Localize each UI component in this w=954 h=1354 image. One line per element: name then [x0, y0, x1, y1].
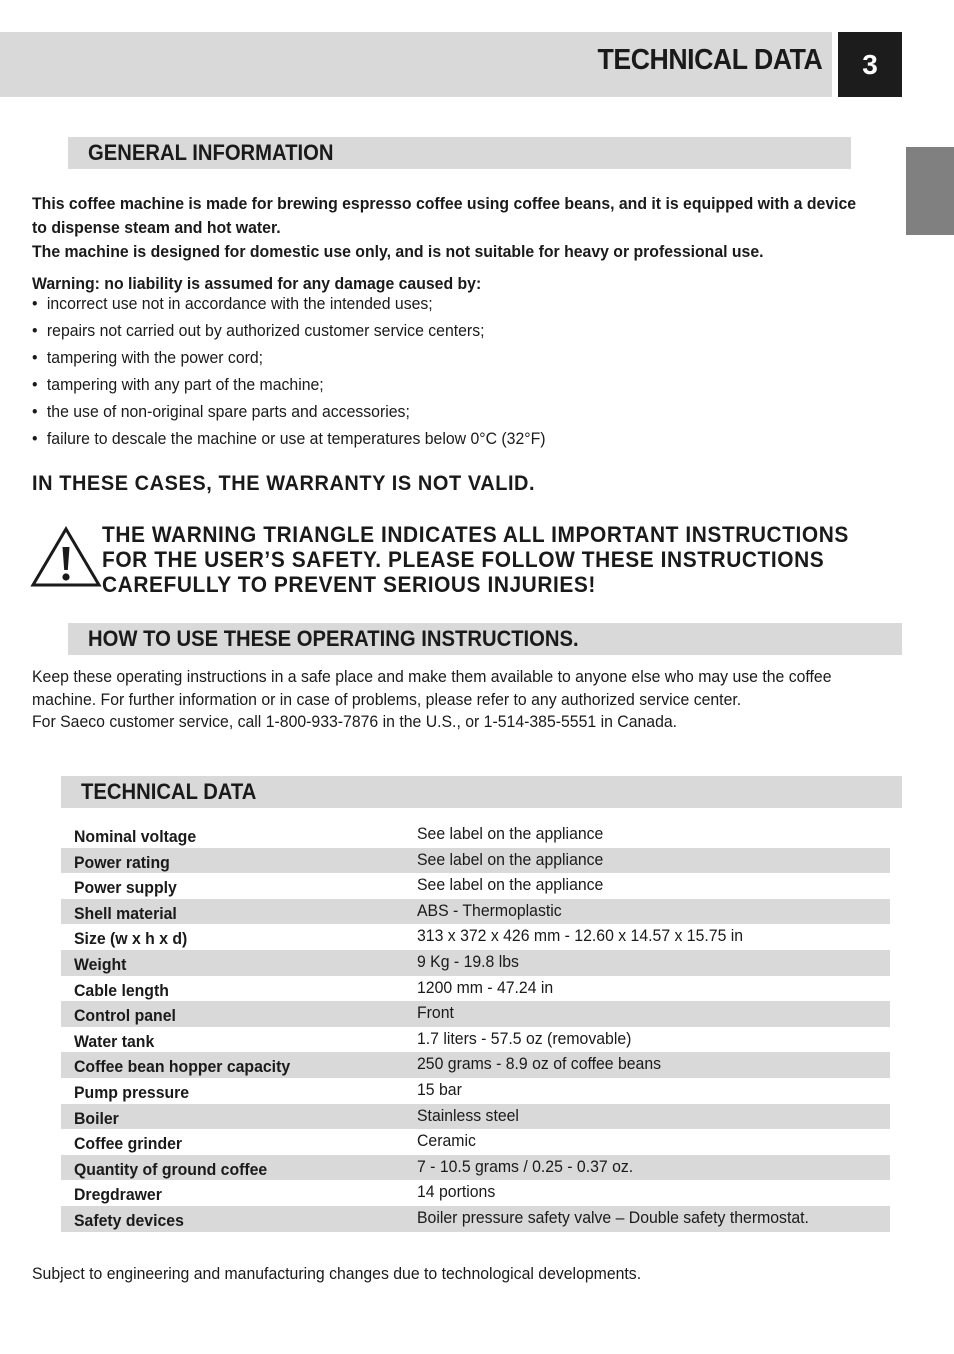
technical-data-heading: TECHNICAL DATA — [61, 776, 902, 808]
spec-label: Nominal voltage — [74, 827, 197, 846]
spec-label: Control panel — [74, 1006, 176, 1026]
usage-text — [32, 666, 892, 734]
spec-label: Safety devices — [74, 1210, 184, 1230]
spec-label: Water tank — [74, 1031, 155, 1051]
chapter-number: 3 — [838, 32, 902, 97]
spec-value: 313 x 372 x 426 mm - 12.60 x 14.57 x 15.75 in — [417, 926, 744, 946]
spec-label: Coffee grinder — [74, 1134, 183, 1154]
warning-triangle-icon — [30, 525, 102, 589]
table-row — [61, 1129, 890, 1155]
spec-label: Quantity of ground coffee — [74, 1159, 268, 1179]
usage-line: Keep these operating instructions in a safe place and make them available to anyone else who may use the coffee — [32, 667, 832, 686]
spec-label: Pump pressure — [74, 1082, 190, 1102]
list-item: • tampering with any part of the machine; — [32, 375, 324, 394]
spec-value: 14 portions — [417, 1182, 496, 1202]
table-row — [61, 1078, 890, 1104]
spec-value: 15 bar — [417, 1079, 462, 1099]
table-row — [61, 1027, 890, 1053]
spec-value: 7 - 10.5 grams / 0.25 - 0.37 oz. — [417, 1156, 634, 1176]
spec-value: 250 grams - 8.9 oz of coffee beans — [417, 1054, 662, 1074]
spec-label: Coffee bean hopper capacity — [74, 1057, 291, 1077]
table-row — [61, 873, 890, 899]
safety-notice — [102, 522, 888, 597]
spec-value: Ceramic — [417, 1131, 476, 1151]
table-row — [61, 822, 890, 848]
list-item: • incorrect use not in accordance with the intended uses; — [32, 294, 433, 313]
table-row — [61, 1155, 890, 1181]
spec-label: Shell material — [74, 903, 177, 923]
table-row — [61, 1001, 890, 1027]
usage-line: For Saeco customer service, call 1-800-933-7876 in the U.S., or 1-514-385-5551 in Canada. — [32, 712, 678, 731]
spec-label: Power rating — [74, 852, 170, 872]
spec-value: ABS - Thermoplastic — [417, 900, 562, 920]
liability-list — [32, 293, 584, 455]
intro-text — [32, 192, 912, 264]
spec-value: Front — [417, 1003, 454, 1023]
list-item: • repairs not carried out by authorized customer service centers; — [32, 321, 485, 340]
spec-value: Boiler pressure safety valve – Double safety thermostat. — [417, 1207, 809, 1227]
table-row — [61, 1206, 890, 1232]
spec-value: 9 Kg - 19.8 lbs — [417, 951, 519, 971]
spec-value: See label on the appliance — [417, 849, 604, 869]
list-item: • failure to descale the machine or use at temperatures below 0°C (32°F) — [32, 429, 546, 448]
table-row — [61, 1104, 890, 1130]
usage-line: machine. For further information or in case of problems, please refer to any authorized service center. — [32, 689, 742, 709]
footnote: Subject to engineering and manufacturing changes due to technological developments. — [32, 1264, 642, 1283]
intro-line: This coffee machine is made for brewing espresso coffee using coffee beans, and it is equipped with a device — [32, 194, 857, 213]
spec-value: See label on the appliance — [417, 875, 604, 895]
table-row — [61, 976, 890, 1002]
spec-label: Power supply — [74, 878, 177, 898]
general-information-heading: GENERAL INFORMATION — [68, 137, 851, 169]
table-row — [61, 1052, 890, 1078]
spec-value: 1.7 liters - 57.5 oz (removable) — [417, 1028, 632, 1048]
liability-warning-heading: Warning: no liability is assumed for any damage caused by: — [32, 274, 482, 293]
side-tab-marker — [906, 147, 954, 235]
table-row — [61, 848, 890, 874]
safety-line: FOR THE USER’S SAFETY. PLEASE FOLLOW THESE INSTRUCTIONS — [102, 547, 825, 572]
table-row — [61, 924, 890, 950]
spec-label: Boiler — [74, 1108, 119, 1128]
spec-label: Dregdrawer — [74, 1185, 162, 1205]
spec-label: Size (w x h x d) — [74, 929, 188, 949]
spec-value: Stainless steel — [417, 1105, 519, 1125]
spec-label: Cable length — [74, 980, 169, 1000]
table-row — [61, 899, 890, 925]
page-title: TECHNICAL DATA — [597, 44, 822, 76]
table-row — [61, 1180, 890, 1206]
list-item: • tampering with the power cord; — [32, 348, 264, 367]
list-item: • the use of non-original spare parts and accessories; — [32, 402, 410, 421]
intro-line: to dispense steam and hot water. — [32, 218, 281, 237]
spec-label: Weight — [74, 954, 127, 974]
warranty-notice: IN THESE CASES, THE WARRANTY IS NOT VALID. — [32, 472, 536, 495]
intro-line: The machine is designed for domestic use only, and is not suitable for heavy or professional use. — [32, 242, 764, 261]
safety-line: CAREFULLY TO PREVENT SERIOUS INJURIES! — [102, 572, 596, 597]
spec-value: 1200 mm - 47.24 in — [417, 977, 554, 997]
spec-value: See label on the appliance — [417, 824, 604, 843]
table-row — [61, 950, 890, 976]
usage-heading: HOW TO USE THESE OPERATING INSTRUCTIONS. — [68, 623, 902, 655]
technical-data-table — [61, 822, 890, 1232]
safety-line: THE WARNING TRIANGLE INDICATES ALL IMPORTANT INSTRUCTIONS — [102, 522, 849, 547]
